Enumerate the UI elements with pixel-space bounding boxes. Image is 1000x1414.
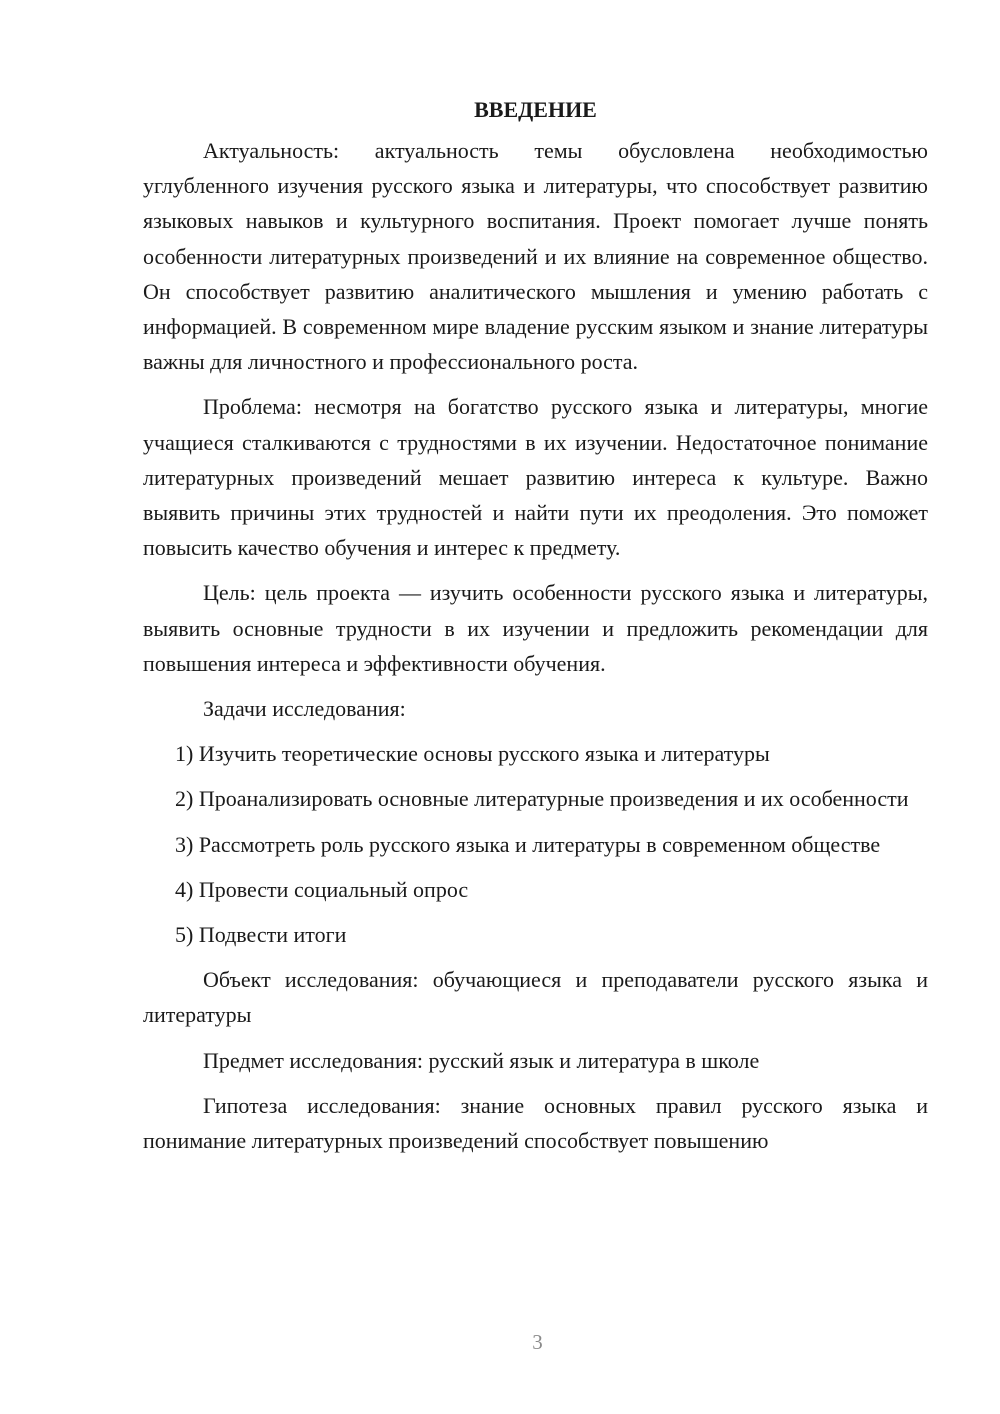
task-item-4: 4) Провести социальный опрос	[175, 876, 469, 902]
task-item-3: 3) Рассмотреть роль русского языка и литературы в современном обществе	[175, 831, 881, 857]
paragraph-hypothesis: Гипотеза исследования: знание основных правил русского языка и понимание литературных произведений способствует повышению	[143, 1092, 928, 1154]
document-page	[143, 92, 928, 1168]
paragraph-object: Объект исследования: обучающиеся и преподаватели русского языка и литературы	[143, 967, 928, 1028]
page-number: 3	[532, 1330, 543, 1354]
paragraph-goal: Цель: цель проекта — изучить особенности русского языка и литературы, выявить основные трудности в их изучении и предложить рекомендации для повышения интереса и эффективности обучения.	[143, 580, 928, 676]
task-item-5: 5) Подвести итоги	[175, 922, 347, 948]
paragraph-relevance: Актуальность: актуальность темы обусловлена необходимостью углубленного изучения русского языка и литературы, что способствует развитию языковых навыков и культурного воспитания. Проект помогает лучше понять особенности литературных произведений и их влияние на современное общество. Он способствует развитию аналитического мышления и умению работать с информацией. В современном мире владение русским языком и знание литературы важны для личностного и профессионального роста.	[143, 138, 928, 375]
task-item-2: 2) Проанализировать основные литературные произведения и их особенности	[175, 786, 909, 812]
paragraph-subject: Предмет исследования: русский язык и литература в школе	[203, 1047, 760, 1073]
paragraph-tasks-heading: Задачи исследования:	[203, 696, 406, 722]
task-item-1: 1) Изучить теоретические основы русского языка и литературы	[175, 741, 770, 767]
page-title: ВВЕДЕНИЕ	[474, 97, 597, 122]
paragraph-problem: Проблема: несмотря на богатство русского языка и литературы, многие учащиеся сталкиваются с трудностями в их изучении. Недостаточное понимание литературных произведений мешает развитию интереса к культуре. Важно выявить причины этих трудностей и найти пути их преодоления. Это поможет повысить качество обучения и интерес к предмету.	[143, 394, 928, 561]
